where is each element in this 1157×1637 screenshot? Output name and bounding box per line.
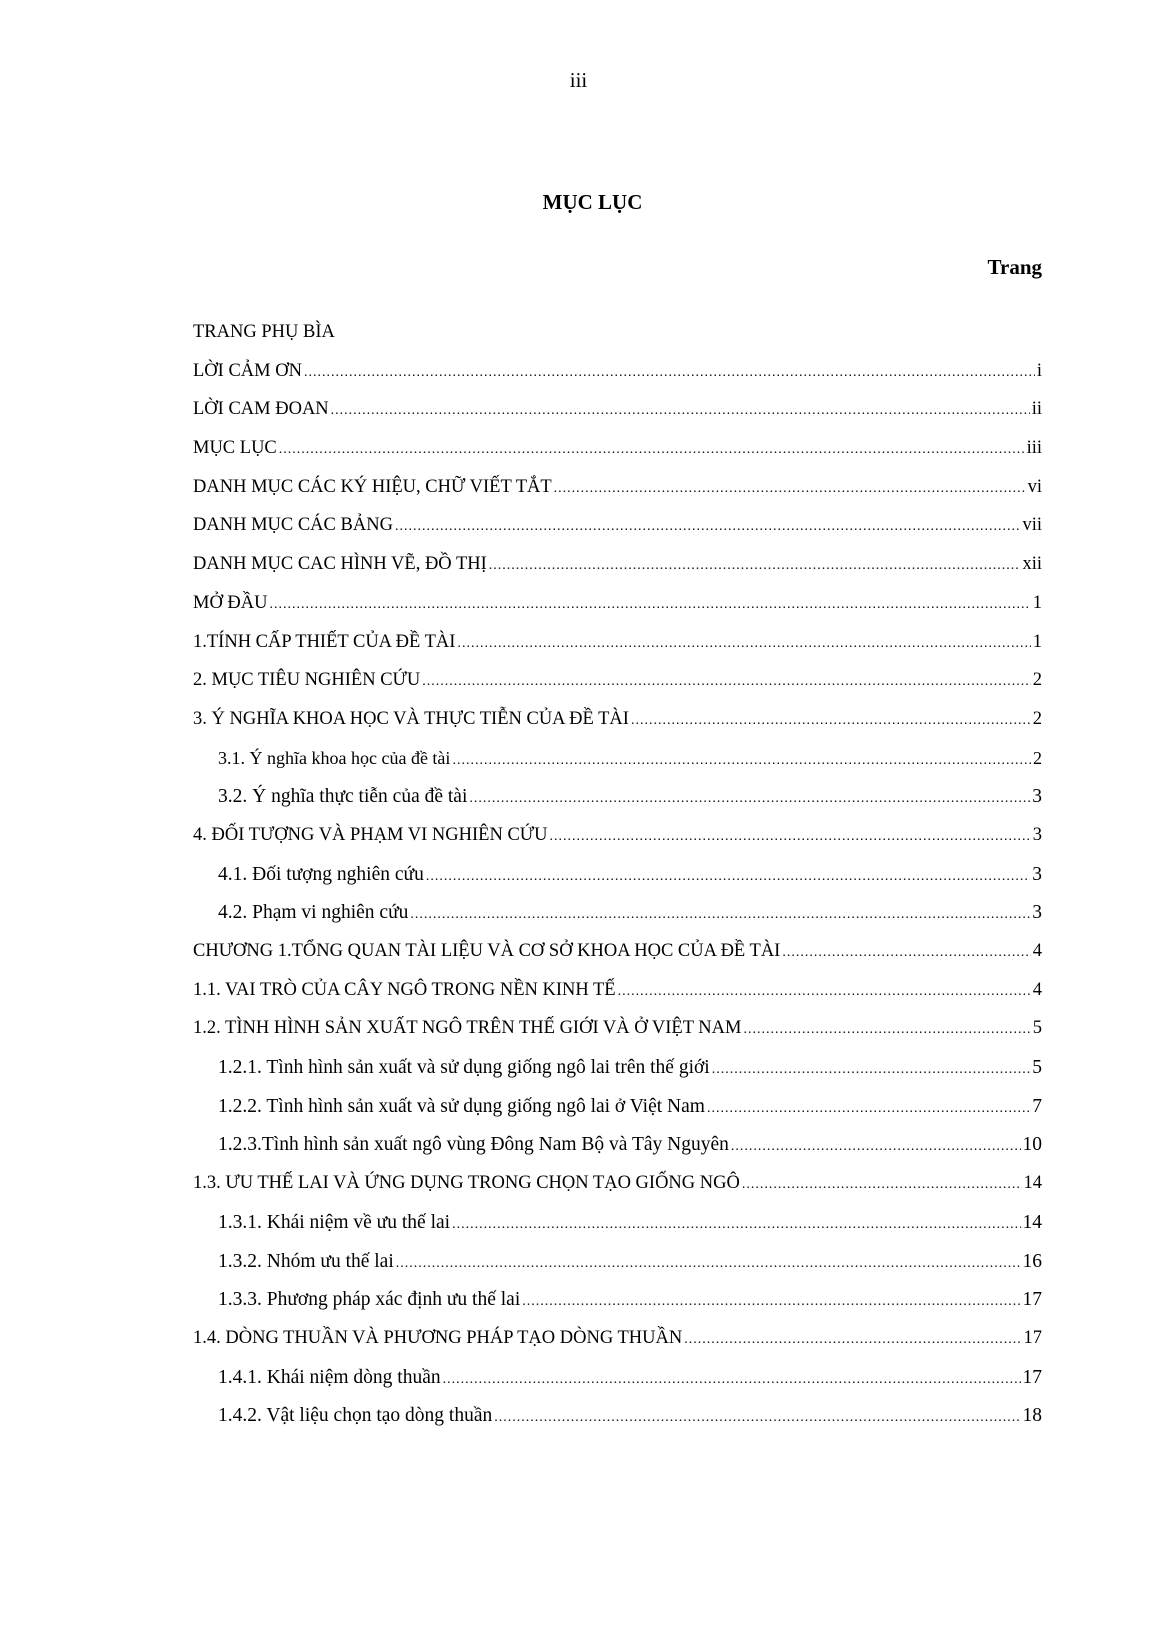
toc-entry-page: 4 (1032, 979, 1042, 1000)
toc-entry[interactable] (193, 1328, 1042, 1367)
toc-entry-label: MỞ ĐẦU (193, 592, 268, 613)
dot-leader (742, 1177, 1022, 1193)
toc-entry-label: TRANG PHỤ BÌA (193, 322, 335, 342)
dot-leader (457, 636, 1030, 652)
toc-entry[interactable] (193, 941, 1042, 980)
toc-entry-label: 1.4.2. Vật liệu chọn tạo dòng thuần (218, 1405, 493, 1427)
toc-entry-page: 1 (1032, 631, 1042, 652)
dot-leader (410, 907, 1030, 923)
toc-entry[interactable] (193, 593, 1042, 632)
toc-entry-page: 14 (1023, 1173, 1042, 1194)
toc-entry-page: 2 (1033, 747, 1042, 768)
toc-entry-label: 1.4. DÒNG THUẦN VÀ PHƯƠNG PHÁP TẠO DÒNG THUẦN (193, 1327, 683, 1348)
toc-entry[interactable] (193, 709, 1042, 748)
dot-leader (554, 481, 1026, 497)
dot-leader (443, 1372, 1021, 1388)
toc-entry-page: 3 (1032, 824, 1042, 845)
dot-leader (396, 1256, 1021, 1272)
toc-entry[interactable] (193, 864, 1042, 903)
toc-entry[interactable] (193, 1405, 1042, 1444)
toc-entry-page: ii (1031, 399, 1042, 420)
toc-entry[interactable] (193, 554, 1042, 593)
toc-entry-page: 4 (1032, 941, 1042, 961)
toc-entry-page: xii (1022, 554, 1042, 575)
toc-entry-page: 3 (1032, 902, 1042, 924)
toc-entry[interactable] (193, 1173, 1042, 1212)
toc-entry-page: 3 (1032, 786, 1042, 808)
toc-entry-page: 17 (1023, 1327, 1042, 1348)
toc-entry-label: LỜI CẢM ƠN (193, 360, 302, 381)
toc-entry[interactable] (193, 980, 1042, 1019)
dot-leader (452, 1217, 1020, 1233)
toc-entry-label: DANH MỤC CÁC BẢNG (193, 515, 393, 536)
page-title: MỤC LỤC (542, 190, 643, 214)
dot-leader (707, 1101, 1030, 1117)
toc-entry[interactable] (193, 361, 1042, 400)
toc-entry-page: 2 (1032, 708, 1042, 729)
toc-entry-label: 1.2.2. Tình hình sản xuất và sử dụng giống ngô lai ở Việt Nam (218, 1095, 705, 1117)
toc-entry-page: 1 (1032, 592, 1042, 613)
dot-leader (489, 558, 1021, 574)
toc-entry[interactable] (193, 1096, 1042, 1135)
toc-entry[interactable] (193, 1057, 1042, 1096)
toc-entry-page: vi (1027, 476, 1042, 497)
toc-entry-page: 17 (1022, 1289, 1042, 1311)
toc-entry[interactable] (193, 1134, 1042, 1173)
toc-entry-label: 1.1. VAI TRÒ CỦA CÂY NGÔ TRONG NỀN KINH TẾ (193, 979, 616, 1000)
toc-entry-page: i (1036, 360, 1042, 381)
toc-entry-label: 4. ĐỐI TƯỢNG VÀ PHẠM VI NGHIÊN CỨU (193, 824, 548, 845)
toc-entry-label: LỜI CAM ĐOAN (193, 399, 329, 420)
dot-leader (631, 713, 1031, 729)
dot-leader (712, 1062, 1031, 1078)
toc-entry-label: 1.3.2. Nhóm ưu thế lai (218, 1250, 394, 1272)
toc-entry-page: 7 (1032, 1095, 1042, 1117)
dot-leader (469, 791, 1030, 807)
toc-entry[interactable] (193, 515, 1042, 554)
toc-entry-label: 3. Ý NGHĨA KHOA HỌC VÀ THỰC TIỄN CỦA ĐỀ TÀI (193, 708, 629, 729)
toc-entry-label: 1.3. ƯU THẾ LAI VÀ ỨNG DỤNG TRONG CHỌN TẠO GIỐNG NGÔ (193, 1173, 740, 1194)
toc-entry[interactable] (193, 670, 1042, 709)
toc-entry-label: 1.TÍNH CẤP THIẾT CỦA ĐỀ TÀI (193, 631, 456, 652)
toc-entry-label: 1.2.1. Tình hình sản xuất và sử dụng giống ngô lai trên thế giới (218, 1057, 710, 1079)
toc-entry[interactable] (193, 825, 1042, 864)
dot-leader (331, 403, 1030, 419)
toc-entry-label: 1.4.1. Khái niệm dòng thuần (218, 1366, 441, 1388)
dot-leader (550, 829, 1031, 845)
toc-entry[interactable] (193, 1367, 1042, 1406)
toc-entry-page: 16 (1022, 1250, 1042, 1272)
toc-entry-label: DANH MỤC CAC HÌNH VẼ, ĐỒ THỊ (193, 554, 487, 575)
toc-entry-page: 14 (1022, 1211, 1042, 1233)
dot-leader (426, 869, 1030, 885)
dot-leader (522, 1294, 1020, 1310)
toc-entry[interactable] (193, 438, 1042, 477)
dot-leader (782, 945, 1030, 961)
dot-leader (270, 597, 1031, 613)
toc-entry-page: 5 (1032, 1018, 1042, 1039)
toc-entry-page: vii (1022, 515, 1042, 536)
toc-entry[interactable] (193, 632, 1042, 671)
dot-leader (452, 753, 1031, 769)
toc-entry-page: 2 (1032, 670, 1042, 691)
toc-entry-page: 3 (1032, 863, 1042, 885)
dot-leader (743, 1022, 1030, 1038)
toc-entry-label: 1.2. TÌNH HÌNH SẢN XUẤT NGÔ TRÊN THẾ GIỚI VÀ Ở VIỆT NAM (193, 1018, 742, 1039)
toc-entry-page: iii (1026, 438, 1042, 459)
dot-leader (494, 1410, 1020, 1426)
toc-entry-label: 4.1. Đối tượng nghiên cứu (218, 863, 424, 885)
dot-leader (279, 442, 1025, 458)
dot-leader (395, 519, 1021, 535)
toc-entry[interactable] (193, 1251, 1042, 1290)
toc-entry-label: DANH MỤC CÁC KÝ HIỆU, CHỮ VIẾT TẮT (193, 476, 552, 497)
dot-leader (304, 365, 1035, 381)
toc-entry-label: 3.1. Ý nghĩa khoa học của đề tài (218, 747, 451, 768)
toc-entry[interactable] (193, 322, 1042, 361)
toc-entry[interactable] (193, 1018, 1042, 1057)
toc-entry-label: 1.3.1. Khái niệm về ưu thế lai (218, 1211, 451, 1233)
dot-leader (618, 984, 1031, 1000)
toc-entry-label: 1.2.3.Tình hình sản xuất ngô vùng Đông Nam Bộ và Tây Nguyên (218, 1134, 729, 1156)
toc-entry-label: CHƯƠNG 1.TỔNG QUAN TÀI LIỆU VÀ CƠ SỞ KHOA HỌC CỦA ĐỀ TÀI (193, 941, 781, 961)
dot-leader (731, 1139, 1021, 1155)
toc-entry-label: 2. MỤC TIÊU NGHIÊN CỨU (193, 670, 421, 691)
toc-entry[interactable] (193, 786, 1042, 825)
toc-entry[interactable] (193, 477, 1042, 516)
toc-entry-label: MỤC LỤC (193, 438, 277, 459)
table-of-contents (193, 322, 1042, 1444)
page-column-label: Trang (987, 255, 1042, 279)
toc-entry-page: 17 (1022, 1366, 1042, 1388)
toc-entry[interactable] (193, 748, 1042, 787)
dot-leader (684, 1332, 1021, 1348)
toc-entry[interactable] (193, 1212, 1042, 1251)
page-number: iii (569, 68, 588, 92)
toc-entry-page: 10 (1022, 1134, 1042, 1156)
toc-entry-label: 1.3.3. Phương pháp xác định ưu thế lai (218, 1289, 521, 1311)
toc-entry-label: 4.2. Phạm vi nghiên cứu (218, 902, 409, 924)
dot-leader (422, 674, 1030, 690)
toc-entry-page: 5 (1032, 1057, 1042, 1079)
toc-entry[interactable] (193, 902, 1042, 941)
toc-entry-label: 3.2. Ý nghĩa thực tiễn của đề tài (218, 786, 468, 808)
toc-entry[interactable] (193, 1289, 1042, 1328)
toc-entry[interactable] (193, 399, 1042, 438)
toc-entry-page: 18 (1022, 1405, 1042, 1427)
